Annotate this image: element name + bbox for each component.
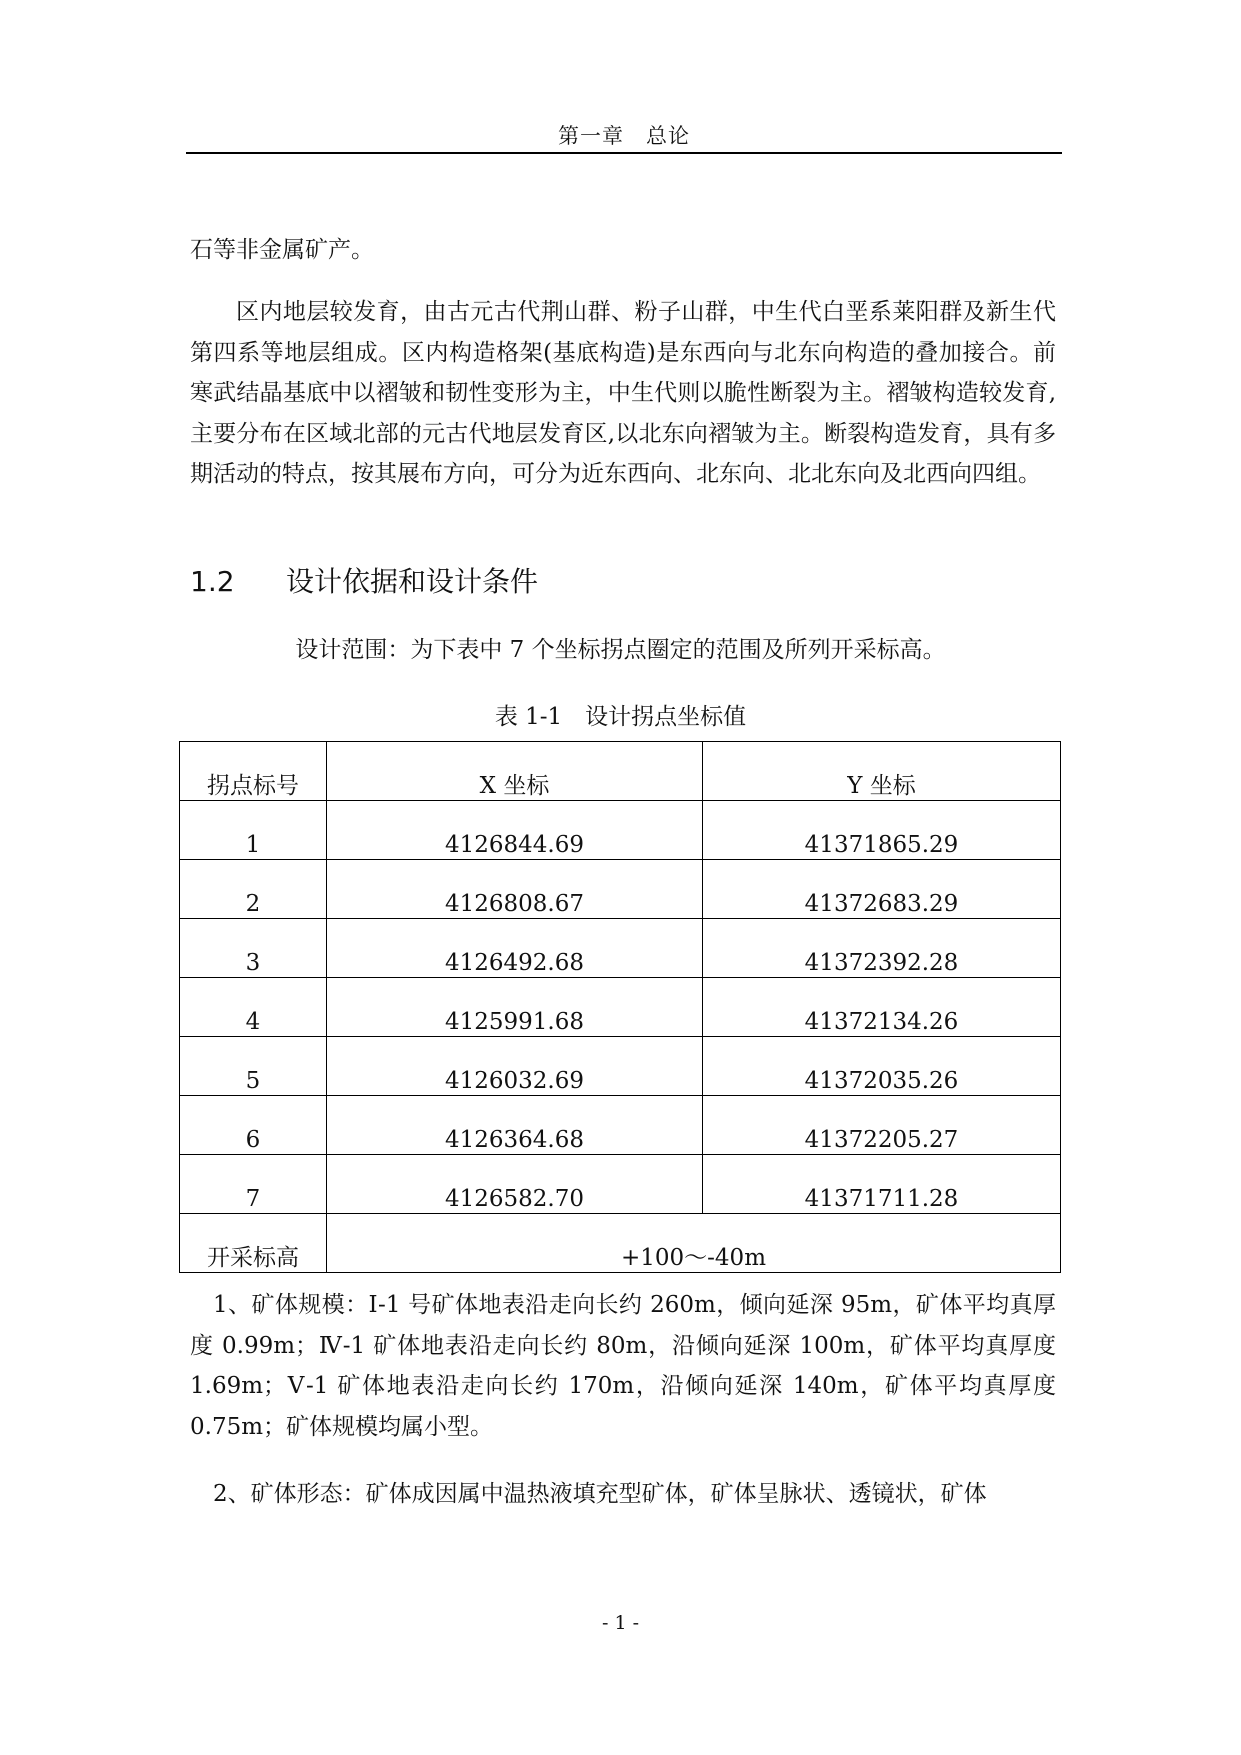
cell-point-id: 4 <box>180 978 327 1037</box>
section-title: 设计依据和设计条件 <box>286 565 539 598</box>
cell-point-id: 1 <box>180 801 327 860</box>
table-row <box>180 1096 1061 1155</box>
page-header-title: 第一章 总论 <box>558 124 690 148</box>
cell-point-id: 7 <box>180 1155 327 1214</box>
cell-y: 41371865.29 <box>703 801 1061 860</box>
paragraph-stratigraphy: 区内地层较发育，由古元古代荆山群、粉子山群，中生代白垩系莱阳群及新生代第四系等地层组成。区内构造格架(基底构造)是东西向与北东向构造的叠加接合。前寒武结晶基底中以褶皱和韧性变形为主，中生代则以脆性断裂为主。褶皱构造较发育,主要分布在区域北部的元古代地层发育区,以北东向褶皱为主。断裂构造发育，具有多期活动的特点，按其展布方向，可分为近东西向、北东向、北北东向及北西向四组。 <box>190 299 1056 487</box>
table-row <box>180 1037 1061 1096</box>
cell-y: 41372205.27 <box>703 1096 1061 1155</box>
cell-point-id: 5 <box>180 1037 327 1096</box>
cell-y: 41372392.28 <box>703 919 1061 978</box>
header-point-id: 拐点标号 <box>180 742 327 801</box>
cell-x: 4126364.68 <box>327 1096 703 1155</box>
design-scope-text: 设计范围：为下表中 7 个坐标拐点圈定的范围及所列开采标高。 <box>295 637 946 663</box>
cell-point-id: 6 <box>180 1096 327 1155</box>
cell-x: 4126844.69 <box>327 801 703 860</box>
header-divider <box>186 152 1062 154</box>
page-number: - 1 - <box>601 1612 639 1634</box>
table-row <box>180 919 1061 978</box>
cell-x: 4126492.68 <box>327 919 703 978</box>
cell-point-id: 3 <box>180 919 327 978</box>
cell-point-id: 2 <box>180 860 327 919</box>
cell-x: 4126032.69 <box>327 1037 703 1096</box>
table-row <box>180 860 1061 919</box>
cell-x: 4126582.70 <box>327 1155 703 1214</box>
section-number: 1.2 <box>190 565 235 598</box>
paragraph-continuation: 石等非金属矿产。 <box>190 237 374 263</box>
table-header-row <box>180 742 1061 801</box>
table-row <box>180 801 1061 860</box>
section-heading <box>190 560 538 600</box>
cell-y: 41372683.29 <box>703 860 1061 919</box>
cell-x: 4126808.67 <box>327 860 703 919</box>
table-row <box>180 1155 1061 1214</box>
cell-y: 41372134.26 <box>703 978 1061 1037</box>
elevation-value: +100～-40m <box>327 1214 1061 1273</box>
item-orebody-scale: 1、矿体规模：Ⅰ-1 号矿体地表沿走向长约 260m，倾向延深 95m，矿体平均真厚度 0.99m；Ⅳ-1 矿体地表沿走向长约 80m，沿倾向延深 100m，矿体平均真厚度 1.69m；Ⅴ-1 矿体地表沿走向长约 170m，沿倾向延深 140m，矿体平均真厚度 0.75m；矿体规模均属小型。 <box>190 1292 1056 1440</box>
elevation-row <box>180 1214 1061 1273</box>
table-row <box>180 978 1061 1037</box>
cell-x: 4125991.68 <box>327 978 703 1037</box>
coordinates-table <box>179 741 1061 1273</box>
cell-y: 41372035.26 <box>703 1037 1061 1096</box>
elevation-label: 开采标高 <box>180 1214 327 1273</box>
header-x-coordinate: X 坐标 <box>327 742 703 801</box>
header-y-coordinate: Y 坐标 <box>703 742 1061 801</box>
cell-y: 41371711.28 <box>703 1155 1061 1214</box>
table-caption: 表 1-1 设计拐点坐标值 <box>494 704 747 730</box>
item-orebody-form: 2、矿体形态：矿体成因属中温热液填充型矿体，矿体呈脉状、透镜状，矿体 <box>213 1481 987 1507</box>
